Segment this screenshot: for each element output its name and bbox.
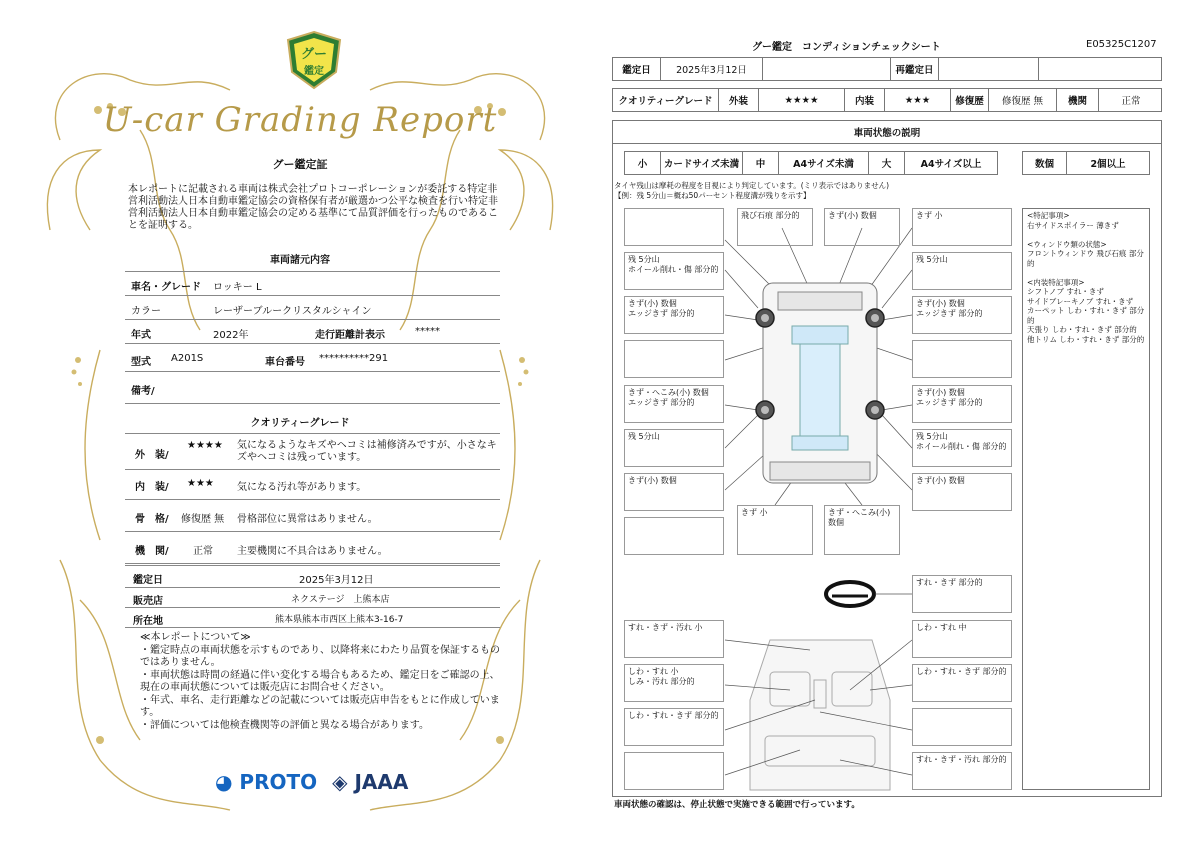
spec-row-remarks [125, 372, 500, 404]
empty-cell [763, 58, 891, 80]
special-notes: <特記事項> 右サイドスポイラー 薄きず <ウィンドウ類の状態> フロントウィンドウ 飛び石痕 部分的 <内装特記事項> シフトノブ すれ・きず サイドブレーキノブ すれ・きず カーペット しわ・すれ・きず 部分的 天張り しわ・すれ・きず 部分的 他トリム しわ・すれ・きず 部分的 [1027, 211, 1145, 344]
quality-row-frame [125, 500, 500, 532]
condition-box: しわ・すれ 中 [912, 620, 1012, 658]
notes-heading: ≪本レポートについて≫ [140, 632, 251, 643]
bottom-row-date [125, 566, 500, 588]
engine-label: 機関 [1057, 89, 1099, 111]
value: レーザーブルークリスタルシャイン [213, 306, 372, 317]
certificate-title: グー鑑定証 [272, 158, 328, 171]
tire-note: タイヤ残山は摩耗の程度を目視により判定しています。(ミリ表示ではありません) [614, 181, 890, 190]
label: 車台番号 [265, 357, 305, 368]
quality-section-title: クオリティーグレード [250, 418, 350, 429]
script-title: U-car Grading Report [102, 100, 498, 140]
size-mid-desc: A4サイズ未満 [779, 152, 869, 174]
condition-box: しわ・すれ 小 しみ・汚れ 部分的 [624, 664, 724, 702]
ext-label: 外装 [719, 89, 759, 111]
size-small-desc: カードサイズ未満 [661, 152, 743, 174]
condition-box: すれ・きず・汚れ 小 [624, 620, 724, 658]
comment: 気になるようなキズやヘコミは補修済みですが、小さなキズやヘコミは残っています。 [237, 440, 497, 463]
note-item: ・年式、車名、走行距離などの記載については販売店申告をもとに作成しています。 [140, 694, 500, 718]
date-row [612, 57, 1162, 81]
footer-logos [215, 770, 408, 794]
condition-box: きず(小) 数個 [624, 473, 724, 511]
condition-box [624, 340, 724, 378]
jaaa-logo-icon: ◈ [332, 770, 348, 794]
grade-label: クオリティーグレード [613, 89, 719, 111]
svg-text:グー: グー [300, 47, 328, 62]
comment: 骨格部位に異常はありません。 [237, 514, 378, 525]
condition-box: きず 小 [912, 208, 1012, 246]
condition-check-sheet [600, 0, 1200, 848]
stars: ★★★★ [187, 440, 223, 451]
label: 備考/ [131, 386, 155, 397]
tire-example: 【例：残 5分山＝概ね50パーセント程度溝が残りを示す】 [614, 191, 811, 200]
value: **********291 [319, 353, 389, 364]
goo-kantei-shield-logo [284, 30, 344, 90]
proto-logo-text: PROTO [239, 770, 318, 794]
quality-row-engine [125, 532, 500, 564]
int-stars: ★★★ [885, 89, 951, 111]
value: A201S [171, 353, 204, 364]
sheet-id: E05325C1207 [1086, 39, 1157, 50]
value: ネクステージ 上熊本店 [291, 595, 390, 605]
condition-box [624, 752, 724, 790]
condition-box: 飛び石痕 部分的 [737, 208, 813, 246]
condition-box: しわ・すれ・きず 部分的 [912, 664, 1012, 702]
condition-box: すれ・きず・汚れ 部分的 [912, 752, 1012, 790]
note-item: ・評価については他検査機関等の評価と異なる場合があります。 [140, 719, 429, 731]
condition-box [624, 208, 724, 246]
engine-value: 正常 [1121, 96, 1141, 107]
sheet-title: グー鑑定 コンディションチェックシート [752, 42, 941, 53]
label: 骨 格/ [135, 514, 169, 525]
stars: ★★★ [187, 478, 214, 489]
condition-box [912, 340, 1012, 378]
size-large-desc: A4サイズ以上 [920, 159, 982, 170]
value: 2022年 [213, 330, 249, 341]
condition-box: きず(小) 数個 エッジきず 部分的 [912, 385, 1012, 423]
label: 内 装/ [135, 482, 169, 493]
label: カラー [131, 306, 161, 317]
condition-box: きず・へこみ(小) 数個 [824, 505, 900, 555]
label: 型式 [131, 357, 151, 368]
int-label: 内装 [845, 89, 885, 111]
condition-box: きず(小) 数個 [824, 208, 900, 246]
condition-box: きず(小) 数個 エッジきず 部分的 [624, 296, 724, 334]
size-mid: 中 [743, 152, 779, 174]
proto-logo-icon: ◕ [215, 770, 233, 794]
redate-value [939, 58, 1039, 80]
condition-box: きず(小) 数個 エッジきず 部分的 [912, 296, 1012, 334]
note-item: ・車両状態は時間の経過に伴い変化する場合もあるため、鑑定日をご確認の上、現在の車両状態については販売店にお問合せください。 [140, 669, 500, 693]
repair-value: 修復歴 無 [989, 89, 1057, 111]
spec-row-color [125, 296, 500, 320]
spec-row-model [125, 344, 500, 372]
label: 車名・グレード [131, 282, 201, 293]
bottom-row-dealer [125, 588, 500, 608]
value: ***** [415, 326, 440, 337]
size-small: 小 [625, 152, 661, 174]
quality-row-interior [125, 470, 500, 500]
comment: 気になる汚れ等があります。 [237, 482, 367, 493]
date-label: 鑑定日 [613, 58, 661, 80]
spec-section-title: 車両諸元内容 [270, 255, 330, 266]
spec-row-year [125, 320, 500, 344]
repair-label: 修復歴 [951, 89, 989, 111]
condition-box [912, 708, 1012, 746]
size-large: 大 [869, 152, 905, 174]
condition-box: 残 5分山 ホイール削れ・傷 部分的 [624, 252, 724, 290]
ext-stars: ★★★★ [759, 89, 845, 111]
count-legend [1022, 151, 1150, 175]
bottom-row-address [125, 608, 500, 628]
report-notes [140, 632, 500, 732]
condition-box: 残 5分山 [624, 429, 724, 467]
condition-box: すれ・きず 部分的 [912, 575, 1012, 613]
condition-box: きず(小) 数個 [912, 473, 1012, 511]
svg-text:鑑定: 鑑定 [304, 66, 324, 77]
count-desc: 2個以上 [1090, 159, 1126, 170]
quality-row-exterior [125, 434, 500, 470]
label: 年式 [131, 330, 151, 341]
condition-box: 残 5分山 ホイール削れ・傷 部分的 [912, 429, 1012, 467]
label: 販売店 [133, 596, 163, 607]
certificate-statement: 本レポートに記載される車両は株式会社プロトコーポレーションが委託する特定非営利活動法人日本自動車鑑定協会の資格保有者が厳選かつ公平な検査を行い特定非営利活動法人日本自動車鑑定協会の定める基準にて品質評価を行ったものであることを証明する。 [128, 184, 498, 231]
section-title: 車両状態の説明 [853, 128, 921, 139]
condition-box: きず 小 [737, 505, 813, 555]
note-item: ・鑑定時点の車両状態を示すものであり、以降将来にわたり品質を保証するものではありません。 [140, 644, 500, 668]
section-header [612, 120, 1162, 144]
grade-row [612, 88, 1162, 112]
comment: 主要機関に不具合はありません。 [237, 546, 388, 557]
value: 2025年3月12日 [299, 575, 374, 586]
spec-row-name [125, 272, 500, 296]
value: 修復歴 無 [181, 514, 225, 525]
label: 鑑定日 [133, 575, 163, 586]
condition-box [624, 517, 724, 555]
count-label: 数個 [1023, 152, 1067, 174]
value: 正常 [193, 546, 213, 557]
condition-box: 残 5分山 [912, 252, 1012, 290]
size-legend [624, 151, 998, 175]
label: 機 関/ [135, 546, 169, 557]
label: 所在地 [133, 616, 163, 627]
sheet-footer: 車両状態の確認は、停止状態で実施できる範囲で行っています。 [614, 800, 860, 810]
jaaa-logo-text: JAAA [354, 770, 409, 794]
condition-box: しわ・すれ・きず 部分的 [624, 708, 724, 746]
empty-cell [1039, 58, 1163, 80]
date-value: 2025年3月12日 [661, 58, 763, 80]
condition-box: きず・へこみ(小) 数個 エッジきず 部分的 [624, 385, 724, 423]
redate-label: 再鑑定日 [891, 58, 939, 80]
value: 熊本県熊本市西区上熊本3-16-7 [275, 615, 404, 625]
label: 外 装/ [135, 450, 169, 461]
value: ロッキー L [213, 282, 262, 293]
label: 走行距離計表示 [315, 330, 385, 341]
